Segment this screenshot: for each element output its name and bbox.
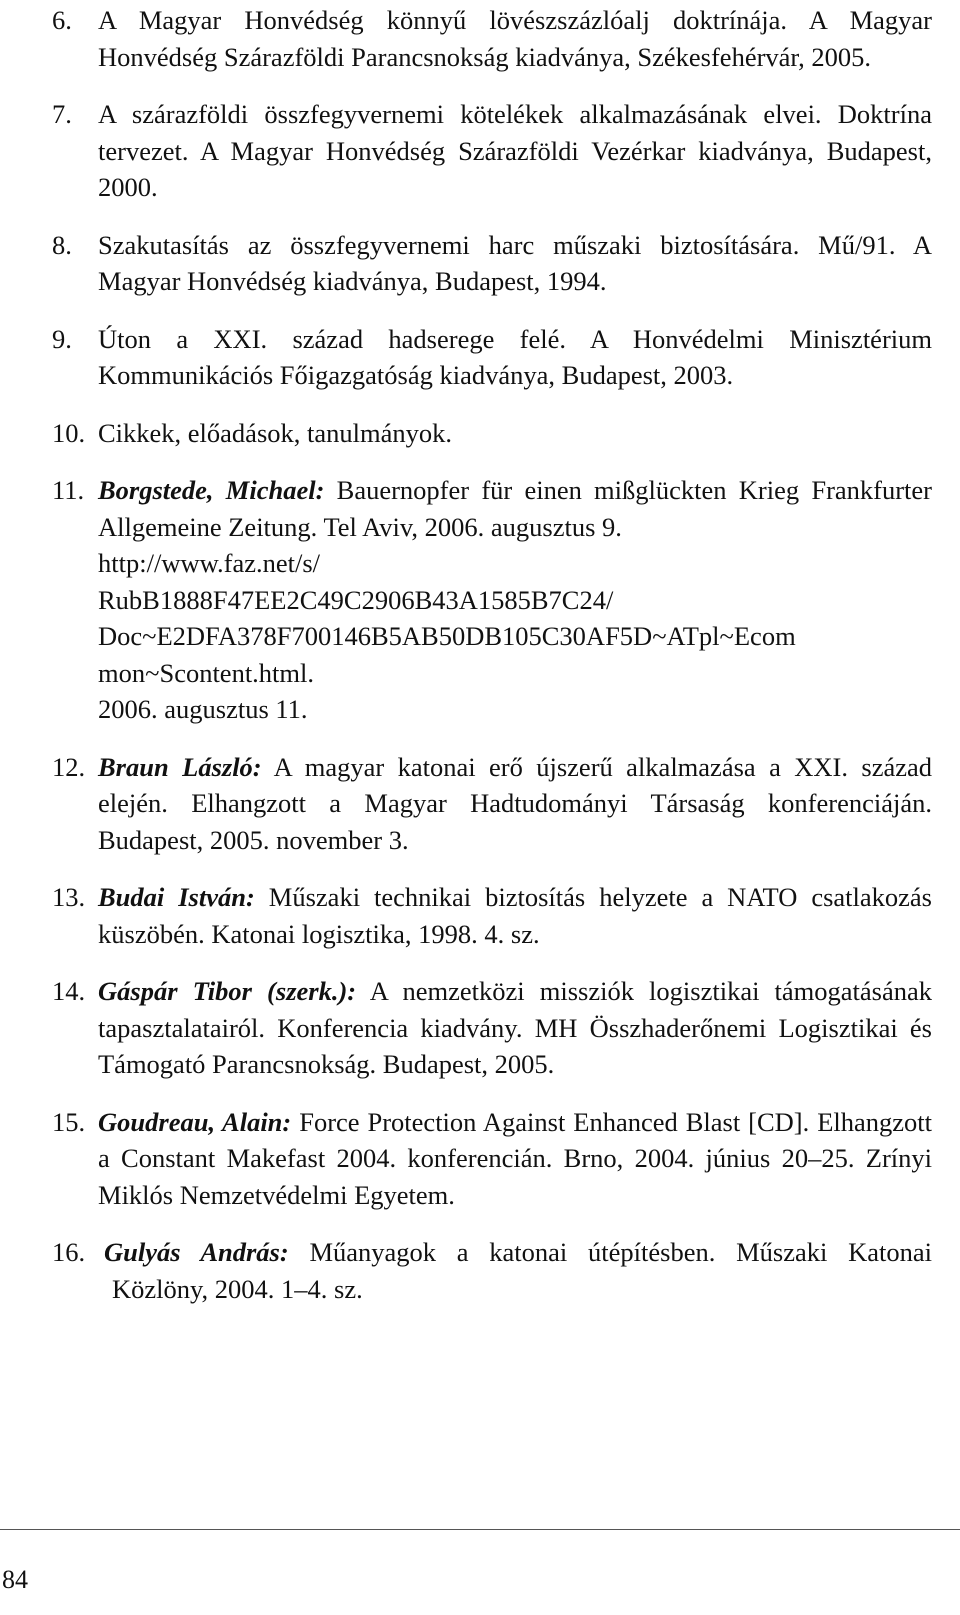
reference-text: A Magyar Honvédség könnyű lövészszázlóalj doktrínája. A Magyar Honvédség Szárazföldi Parancsnokság kiadványa, Székesfehérvár, 2005.: [98, 5, 932, 72]
reference-item: [52, 472, 932, 728]
page-number: 84: [2, 1565, 28, 1594]
reference-author: Gulyás András:: [104, 1237, 289, 1267]
reference-item: [52, 96, 932, 206]
reference-number: 6.: [52, 5, 72, 35]
reference-url-line: http://www.faz.net/s/: [98, 548, 321, 578]
reference-author: Goudreau, Alain:: [98, 1106, 292, 1137]
reference-number: 11.: [52, 475, 85, 505]
reference-number: 13.: [52, 882, 86, 912]
reference-url-line: Doc~E2DFA378F700146B5AB50DB105C30AF5D~ATpl~Ecom: [98, 621, 796, 651]
reference-item: [52, 321, 932, 394]
reference-text: Műszaki technikai biztosítás helyzete a NATO csatlakozás küszöbén. Katonai logisztika, 1998. 4. sz.: [98, 882, 932, 949]
reference-text: Cikkek, előadások, tanulmányok.: [98, 417, 452, 448]
reference-author: Borgstede, Michael:: [98, 475, 325, 505]
reference-number: 9.: [52, 323, 72, 354]
reference-item: [52, 973, 932, 1083]
reference-author: Gáspár Tibor (szerk.):: [98, 976, 357, 1006]
reference-text: A magyar katonai erő újszerű alkalmazása a XXI. század elején. Elhangzott a Magyar Hadtudományi Társaság konferenciáján. Budapest, 2005. november 3.: [98, 751, 932, 855]
footer-divider: [0, 1529, 960, 1530]
reference-item: [52, 227, 932, 300]
reference-number: 7.: [52, 99, 72, 129]
reference-item: [52, 415, 932, 452]
reference-item: [52, 879, 932, 952]
reference-number: 16.: [52, 1237, 86, 1267]
reference-number: 14.: [52, 976, 86, 1006]
reference-url-line: mon~Scontent.html.: [98, 657, 315, 688]
reference-author: Braun László:: [98, 751, 262, 782]
reference-body: [104, 1234, 932, 1307]
reference-text: Úton a XXI. század hadserege felé. A Honvédelmi Minisztérium Kommunikációs Főigazgatóság kiadványa, Budapest, 2003.: [98, 323, 932, 390]
reference-body: [98, 1104, 932, 1214]
reference-body: [98, 472, 932, 545]
reference-text: Bauernopfer für einen mißglückten Krieg Frankfurter Allgemeine Zeitung. Tel Aviv, 2006. augusztus 9.: [98, 475, 932, 542]
reference-url-line: RubB1888F47EE2C49C2906B43A1585B7C24/: [98, 584, 614, 615]
reference-item: [52, 1104, 932, 1214]
reference-author: Budai István:: [98, 882, 255, 912]
reference-number: 10.: [52, 417, 86, 448]
reference-body: [98, 749, 932, 859]
reference-item: [52, 1234, 932, 1307]
reference-text: A szárazföldi összfegyvernemi kötelékek alkalmazásának elvei. Doktrína tervezet. A Magyar Honvédség Szárazföldi Vezérkar kiadványa, Budapest, 2000.: [98, 99, 932, 202]
reference-text: Műanyagok a katonai útépítésben. Műszaki Katonai Közlöny, 2004. 1–4. sz.: [112, 1237, 932, 1304]
reference-body: [98, 973, 932, 1083]
reference-text: Force Protection Against Enhanced Blast [CD]. Elhangzott a Constant Makefast 2004. konferencián. Brno, 2004. június 20–25. Zrínyi Miklós Nemzetvédelmi Egyetem.: [98, 1106, 932, 1210]
reference-text: Szakutasítás az összfegyvernemi harc műszaki biztosítására. Mű/91. A Magyar Honvédség kiadványa, Budapest, 1994.: [98, 229, 932, 296]
reference-body: [98, 879, 932, 952]
reference-number: 12.: [52, 751, 86, 782]
reference-number: 8.: [52, 229, 72, 260]
reference-access-date: 2006. augusztus 11.: [98, 694, 308, 724]
reference-text: A nemzetközi missziók logisztikai támogatásának tapasztalatairól. Konferencia kiadvány. MH Összhaderőnemi Logisztikai és Támogató Parancsnokság. Budapest, 2005.: [98, 976, 932, 1079]
reference-item: [52, 2, 932, 75]
reference-list: [52, 2, 932, 1328]
reference-number: 15.: [52, 1106, 86, 1137]
reference-item: [52, 749, 932, 859]
